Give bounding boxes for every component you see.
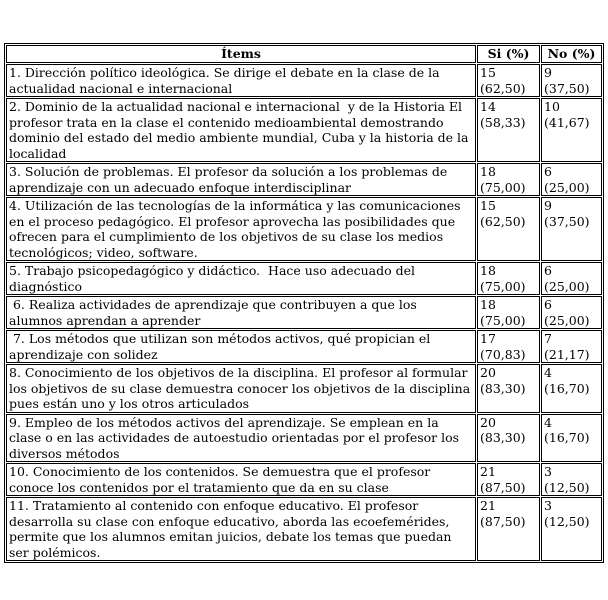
item-cell: 8. Conocimiento de los objetivos de la disciplina. El profesor al formular los objetivos de su clase demuestra conocer los objetivos de la disciplina pues están uno y los otros articulados (6, 364, 476, 413)
no-percent-cell: 6 (25,00) (541, 296, 602, 329)
item-cell: 2. Dominio de la actualidad nacional e internacional y de la Historia El profesor trata en la clase el contenido medioambiental demostrando dominio del estado del medio ambiente mundial, Cuba y la historia de la localidad (6, 98, 476, 162)
no-percent-cell: 6 (25,00) (541, 262, 602, 295)
table-row (6, 163, 602, 196)
si-percent-cell: 17 (70,83) (477, 330, 540, 363)
table-row (6, 463, 602, 496)
no-percent-cell: 10 (41,67) (541, 98, 602, 162)
no-percent-cell: 6 (25,00) (541, 163, 602, 196)
si-percent-cell: 14 (58,33) (477, 98, 540, 162)
item-cell: 7. Los métodos que utilizan son métodos activos, qué propician el aprendizaje con solidez (6, 330, 476, 363)
item-cell: 10. Conocimiento de los contenidos. Se demuestra que el profesor conoce los contenidos por el tratamiento que da en su clase (6, 463, 476, 496)
si-percent-cell: 20 (83,30) (477, 414, 540, 463)
no-percent-cell: 3 (12,50) (541, 497, 602, 561)
item-cell: 6. Realiza actividades de aprendizaje que contribuyen a que los alumnos aprendan a aprender (6, 296, 476, 329)
survey-results-table (4, 43, 604, 563)
item-cell: 5. Trabajo psicopedagógico y didáctico. Hace uso adecuado del diagnóstico (6, 262, 476, 295)
no-percent-cell: 7 (21,17) (541, 330, 602, 363)
table-header (6, 45, 602, 63)
table-row (6, 197, 602, 261)
si-percent-cell: 21 (87,50) (477, 497, 540, 561)
item-cell: 9. Empleo de los métodos activos del aprendizaje. Se emplean en la clase o en las actividades de autoestudio orientadas por el profesor los diversos métodos (6, 414, 476, 463)
si-percent-cell: 21 (87,50) (477, 463, 540, 496)
item-cell: 11. Tratamiento al contenido con enfoque educativo. El profesor desarrolla su clase con enfoque educativo, aborda las ecoefemérides, permite que los alumnos emitan juicios, debate los temas que puedan ser polémicos. (6, 497, 476, 561)
table-row (6, 262, 602, 295)
item-cell: 1. Dirección político ideológica. Se dirige el debate en la clase de la actualidad nacional e internacional (6, 64, 476, 97)
header-si-percent: Si (%) (477, 45, 540, 63)
no-percent-cell: 4 (16,70) (541, 364, 602, 413)
si-percent-cell: 18 (75,00) (477, 262, 540, 295)
table-row (6, 296, 602, 329)
table-row (6, 98, 602, 162)
table-row (6, 414, 602, 463)
si-percent-cell: 15 (62,50) (477, 197, 540, 261)
header-no-percent: No (%) (541, 45, 602, 63)
si-percent-cell: 18 (75,00) (477, 163, 540, 196)
item-cell: 3. Solución de problemas. El profesor da solución a los problemas de aprendizaje con un adecuado enfoque interdisciplinar (6, 163, 476, 196)
no-percent-cell: 3 (12,50) (541, 463, 602, 496)
header-row (6, 45, 602, 63)
item-cell: 4. Utilización de las tecnologías de la informática y las comunicaciones en el proceso pedagógico. El profesor aprovecha las posibilidades que ofrecen para el cumplimiento de los objetivos de su clase los medios tecnológicos; video, software. (6, 197, 476, 261)
table-row (6, 497, 602, 561)
si-percent-cell: 20 (83,30) (477, 364, 540, 413)
si-percent-cell: 18 (75,00) (477, 296, 540, 329)
table-row (6, 64, 602, 97)
no-percent-cell: 9 (37,50) (541, 64, 602, 97)
no-percent-cell: 9 (37,50) (541, 197, 602, 261)
si-percent-cell: 15 (62,50) (477, 64, 540, 97)
no-percent-cell: 4 (16,70) (541, 414, 602, 463)
table-body (6, 64, 602, 561)
table-row (6, 330, 602, 363)
header-items: Ítems (6, 45, 476, 63)
table-row (6, 364, 602, 413)
